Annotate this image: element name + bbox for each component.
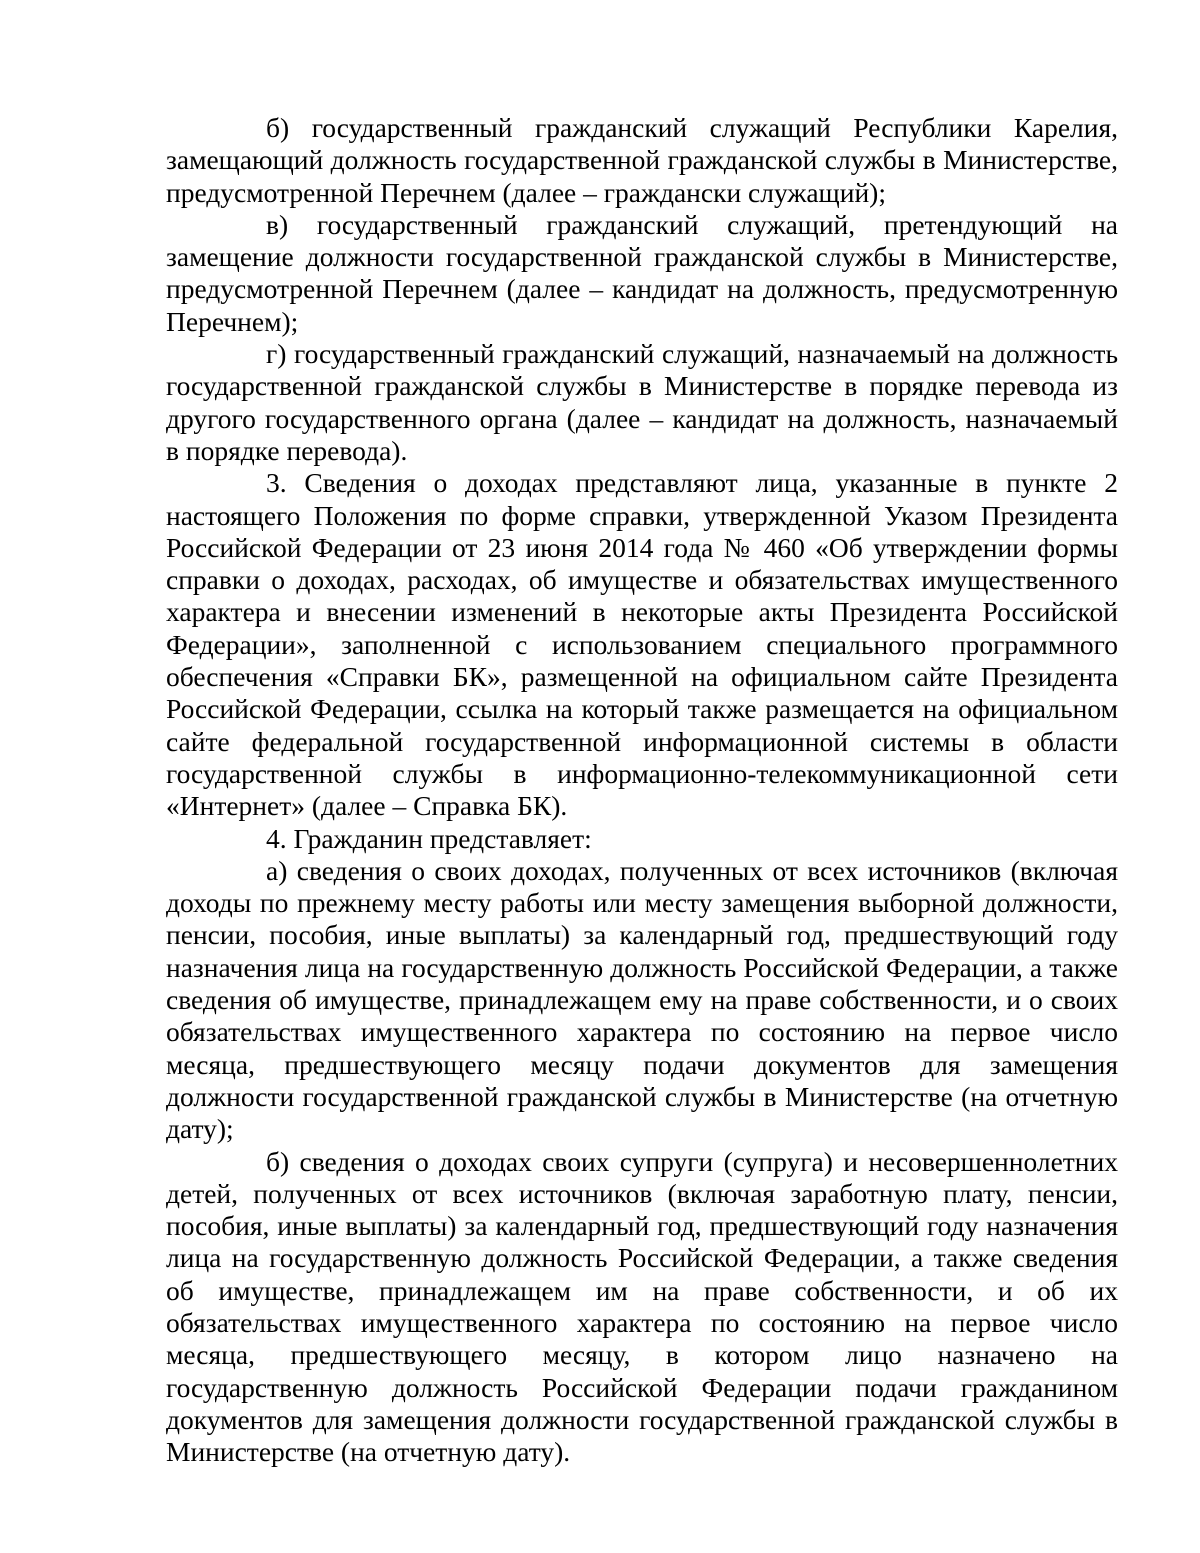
document-page <box>166 112 1118 1468</box>
paragraph-2b-civil-servant: б) государственный гражданский служащий Республики Карелия, замещающий должность государственной гражданской службы в Министерстве, предусмотренной Перечнем (далее – граждански служащий); <box>166 112 1118 208</box>
paragraph-4b-family-income: б) сведения о доходах своих супруги (супруга) и несовершеннолетних детей, полученных от всех источников (включая заработную плату, пенсии, пособия, иные выплаты) за календарный год, предшествующий году назначения лица на государственную должность Российской Федерации, а также сведения об имуществе, принадлежащем им на праве собственности, и об их обязательствах имущественного характера по состоянию на первое число месяца, предшествующего месяцу, в котором лицо назначено на государственную должность Российской Федерации подачи гражданином документов для замещения должности государственной гражданской службы в Министерстве (на отчетную дату). <box>166 1145 1118 1468</box>
paragraph-3-income-info: 3. Сведения о доходах представляют лица, указанные в пункте 2 настоящего Положения по форме справки, утвержденной Указом Президента Российской Федерации от 23 июня 2014 года № 460 «Об утверждении формы справки о доходах, расходах, об имуществе и обязательствах имущественного характера и внесении изменений в некоторые акты Президента Российской Федерации», заполненной с использованием специального программного обеспечения «Справки БК», размещенной на официальном сайте Президента Российской Федерации, ссылка на который также размещается на официальном сайте федеральной государственной информационной системы в области государственной службы в информационно-телекоммуникационной сети «Интернет» (далее – Справка БК). <box>166 467 1118 822</box>
paragraph-4-citizen-submits: 4. Гражданин представляет: <box>266 822 592 854</box>
paragraph-4a-own-income: а) сведения о своих доходах, полученных от всех источников (включая доходы по прежнему месту работы или месту замещения выборной должности, пенсии, пособия, иные выплаты) за календарный год, предшествующий году назначения лица на государственную должность Российской Федерации, а также сведения об имуществе, принадлежащем ему на праве собственности, и о своих обязательствах имущественного характера по состоянию на первое число месяца, предшествующего месяцу подачи документов для замещения должности государственной гражданской службы в Министерстве (на отчетную дату); <box>166 854 1118 1145</box>
paragraph-2g-transfer-candidate: г) государственный гражданский служащий, назначаемый на должность государственной гражданской службы в Министерстве в порядке перевода из другого государственного органа (далее – кандидат на должность, назначаемый в порядке перевода). <box>166 338 1118 466</box>
paragraph-2v-candidate: в) государственный гражданский служащий, претендующий на замещение должности государственной гражданской службы в Министерстве, предусмотренной Перечнем (далее – кандидат на должность, предусмотренную Перечнем); <box>166 208 1118 337</box>
